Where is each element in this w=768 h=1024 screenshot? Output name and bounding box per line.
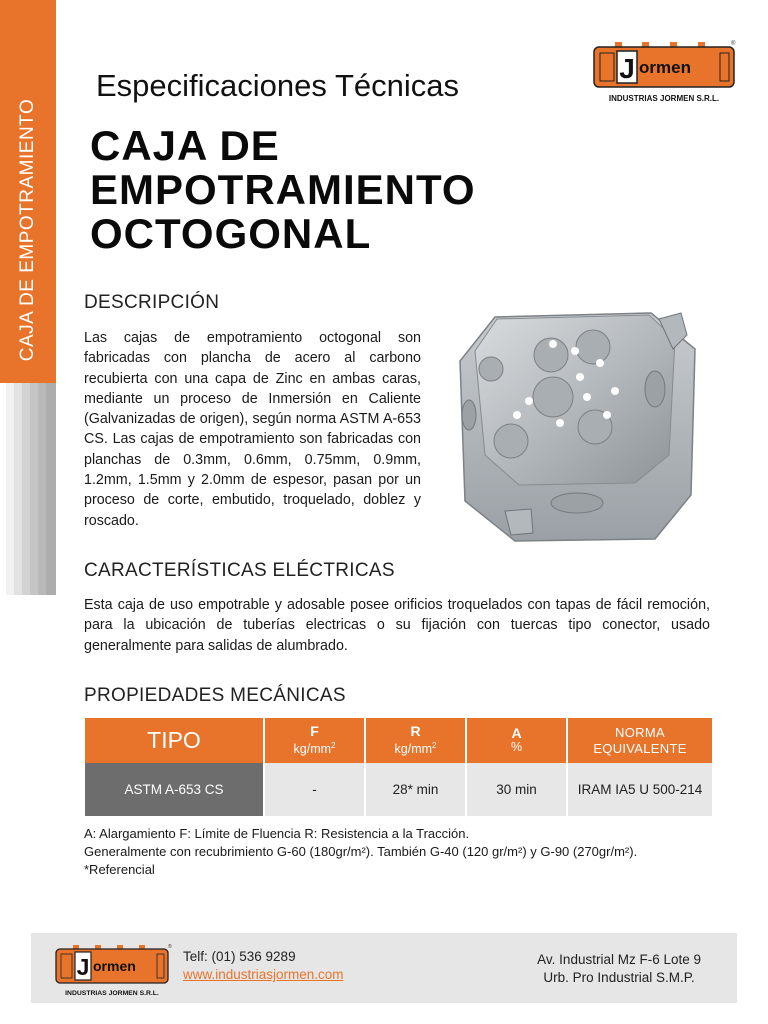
company-name: INDUSTRIAS JORMEN S.R.L.	[608, 94, 720, 103]
electrical-heading: CARACTERÍSTICAS ELÉCTRICAS	[84, 560, 395, 581]
address-line: Urb. Pro Industrial S.M.P.	[543, 970, 695, 985]
header-r-unit: kg/mm	[394, 742, 433, 757]
logo-wordmark: ormen	[93, 958, 136, 974]
footer-address	[537, 951, 701, 987]
sidebar-band	[0, 0, 56, 383]
note-line: *Referencial	[84, 862, 155, 877]
cell-tipo: ASTM A-653 CS	[85, 763, 264, 816]
logo-wordmark: ormen	[639, 58, 691, 77]
octagonal-box-image	[455, 305, 700, 545]
cell-a: 30 min	[466, 763, 567, 816]
header-norma	[567, 718, 712, 763]
header-norma-line2: EQUIVALENTE	[593, 740, 687, 756]
jormen-logo	[590, 38, 738, 104]
table-header-row	[85, 718, 712, 763]
footer-phone: Telf: (01) 536 9289	[183, 949, 296, 964]
title-line: CAJA DE	[90, 122, 280, 169]
header-r-symbol: R	[410, 722, 421, 739]
sidebar-gradient-stripes	[0, 383, 56, 595]
mechanical-heading: PROPIEDADES MECÁNICAS	[84, 685, 346, 706]
footer-bar	[31, 933, 737, 1003]
note-line: A: Alargamiento F: Límite de Fluencia R: Resistencia a la Tracción.	[84, 826, 470, 841]
header-r-sup: 2	[432, 740, 437, 750]
header-tipo-label: TIPO	[147, 727, 201, 753]
logo-letter: J	[76, 954, 90, 980]
header-f-sup: 2	[331, 740, 336, 750]
jormen-logo-footer	[53, 942, 171, 998]
title-line: EMPOTRAMIENTO	[90, 166, 476, 213]
header-a-unit: %	[510, 740, 523, 754]
header-a-symbol: A	[511, 725, 522, 741]
header-f-unit-wrap	[265, 738, 364, 757]
header-r	[365, 718, 466, 763]
footnotes	[84, 825, 637, 879]
registered-mark: ®	[731, 41, 736, 47]
header-tipo	[85, 718, 264, 763]
logo-letter: J	[619, 53, 635, 84]
table-row	[85, 763, 712, 816]
address-line: Av. Industrial Mz F-6 Lote 9	[537, 952, 701, 967]
title-line: OCTOGONAL	[90, 210, 372, 257]
cell-r: 28* min	[365, 763, 466, 816]
cell-norma: IRAM IA5 U 500-214	[567, 763, 712, 816]
page-subtitle: Especificaciones Técnicas	[96, 68, 459, 103]
company-name: INDUSTRIAS JORMEN S.R.L.	[65, 990, 159, 997]
electrical-text: Esta caja de uso empotrable y adosable posee orificios troquelados con tapas de fácil remoción, para la ubicación de tuberías electricas o su fijación con tuercas tipo conector, usado generalmente para salidas de alumbrado.	[84, 597, 710, 654]
header-a	[466, 718, 567, 763]
header-f	[264, 718, 365, 763]
header-f-symbol: F	[310, 722, 319, 739]
header-norma-line1: NORMA	[615, 724, 665, 740]
header-r-unit-wrap	[366, 738, 465, 757]
footer-website-link[interactable]: www.industriasjormen.com	[183, 967, 344, 982]
note-line: Generalmente con recubrimiento G-60 (180gr/m²). También G-40 (120 gr/m²) y G-90 (270gr/m²).	[84, 844, 638, 859]
registered-mark: ®	[168, 944, 172, 950]
sidebar-label: CAJA DE EMPOTRAMIENTO	[17, 98, 38, 362]
page-title	[90, 124, 476, 256]
description-text: Las cajas de empotramiento octogonal son fabricadas con plancha de acero al carbono recubierta con una capa de Zinc en ambas caras, mediante un proceso de Inmersión en Caliente (Galvanizadas de origen), según norma ASTM A-653 CS. Las cajas de empotramiento son fabricadas con planchas de 0.3mm, 0.6mm, 0.75mm, 0.9mm, 1.2mm, 1.5mm y 2.0mm de espesor, pasan por un proceso de corte, embutido, troquelado, doblez y roscado.	[84, 330, 421, 529]
description-heading: DESCRIPCIÓN	[84, 292, 220, 313]
mechanical-properties-table	[85, 718, 712, 816]
cell-f: -	[264, 763, 365, 816]
header-f-unit: kg/mm	[293, 742, 332, 757]
